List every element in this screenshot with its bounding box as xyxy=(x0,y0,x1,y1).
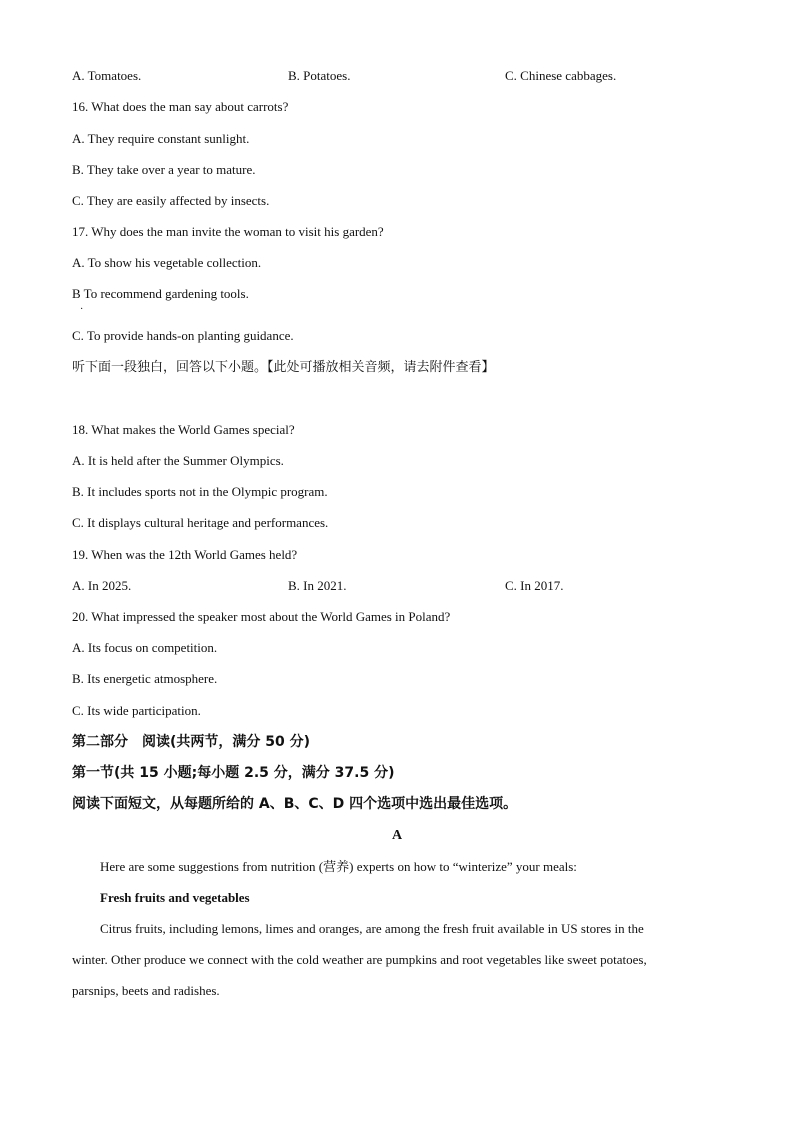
passage-line-3: parsnips, beets and radishes. xyxy=(72,983,220,998)
q16-option-a: A. They require constant sunlight. xyxy=(72,131,250,146)
passage-line-2: winter. Other produce we connect with the cold weather are pumpkins and root vegetables like sweet potatoes, xyxy=(72,952,647,967)
q15-option-c: C. Chinese cabbages. xyxy=(505,68,617,83)
q17-option-c: C. To provide hands-on planting guidance. xyxy=(72,328,294,343)
q18-option-c: C. It displays cultural heritage and performances. xyxy=(72,515,329,530)
q19-option-b: B. In 2021. xyxy=(288,578,347,593)
q19-option-a: A. In 2025. xyxy=(72,578,132,593)
passage-intro: Here are some suggestions from nutrition (营养) experts on how to “winterize” your meals: xyxy=(100,859,577,874)
passage-subheading: Fresh fruits and vegetables xyxy=(100,890,250,905)
monologue-instruction: 听下面一段独白，回答以下小题。【此处可播放相关音频，请去附件查看】 xyxy=(72,360,495,375)
q20-option-a: A. Its focus on competition. xyxy=(72,640,218,655)
q20-option-c: C. Its wide participation. xyxy=(72,703,201,718)
reading-instruction: 阅读下面短文，从每题所给的 A、B、C、D 四个选项中选出最佳选项。 xyxy=(72,796,518,812)
q18-option-a: A. It is held after the Summer Olympics. xyxy=(72,453,284,468)
q20-option-b: B. Its energetic atmosphere. xyxy=(72,671,218,686)
q17-question: 17. Why does the man invite the woman to visit his garden? xyxy=(72,224,384,239)
q15-option-b: B. Potatoes. xyxy=(288,68,351,83)
q20-question: 20. What impressed the speaker most about the World Games in Poland? xyxy=(72,609,451,624)
q19-question: 19. When was the 12th World Games held? xyxy=(72,547,298,562)
q19-option-c: C. In 2017. xyxy=(505,578,564,593)
q18-question: 18. What makes the World Games special? xyxy=(72,422,295,437)
q17-option-a: A. To show his vegetable collection. xyxy=(72,255,262,270)
q15-option-a: A. Tomatoes. xyxy=(72,68,142,83)
q16-question: 16. What does the man say about carrots? xyxy=(72,99,289,114)
q16-option-c: C. They are easily affected by insects. xyxy=(72,193,270,208)
part2-title: 第二部分 阅读(共两节，满分 50 分) xyxy=(72,734,311,750)
passage-label: A xyxy=(391,828,403,843)
passage-line-1: Citrus fruits, including lemons, limes and oranges, are among the fresh fruit available in US stores in the xyxy=(100,921,644,936)
section1-title: 第一节(共 15 小题;每小题 2.5 分，满分 37.5 分) xyxy=(72,765,395,781)
stray-dot: · xyxy=(80,304,84,315)
q16-option-b: B. They take over a year to mature. xyxy=(72,162,256,177)
q18-option-b: B. It includes sports not in the Olympic program. xyxy=(72,484,328,499)
q17-option-b: B To recommend gardening tools. xyxy=(72,286,249,301)
